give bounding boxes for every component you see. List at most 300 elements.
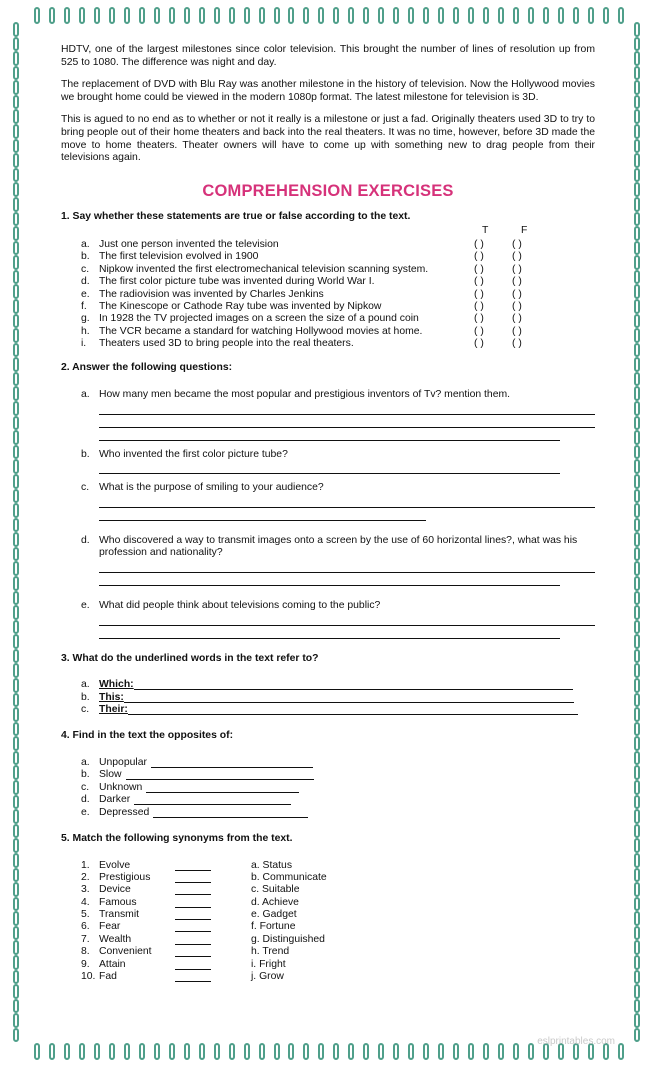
- chain-link: [13, 853, 19, 868]
- chain-link: [13, 693, 19, 708]
- true-choice[interactable]: ( ): [474, 238, 484, 250]
- chain-link: [634, 634, 640, 649]
- chain-link: [139, 1043, 145, 1060]
- statement-text: Just one person invented the television: [99, 238, 279, 250]
- chain-link: [13, 416, 19, 431]
- answer-blank[interactable]: [175, 860, 211, 871]
- statement-row: [81, 313, 595, 325]
- true-choice[interactable]: ( ): [474, 251, 484, 263]
- answer-line[interactable]: [99, 626, 560, 639]
- chain-link: [13, 328, 19, 343]
- chain-link: [13, 1028, 19, 1043]
- chain-link: [453, 1043, 459, 1060]
- chain-link: [634, 620, 640, 635]
- chain-link: [13, 780, 19, 795]
- question-body: [99, 449, 595, 475]
- chain-link: [34, 7, 40, 24]
- chain-link: [13, 547, 19, 562]
- chain-link: [634, 795, 640, 810]
- chain-link: [13, 153, 19, 168]
- chain-link: [13, 459, 19, 474]
- chain-link: [13, 882, 19, 897]
- chain-link: [634, 868, 640, 883]
- chain-link: [634, 503, 640, 518]
- chain-link: [363, 7, 369, 24]
- chain-link: [274, 1043, 280, 1060]
- chain-link: [318, 7, 324, 24]
- chain-link: [13, 897, 19, 912]
- chain-link: [634, 707, 640, 722]
- chain-link: [634, 139, 640, 154]
- chain-link: [634, 226, 640, 241]
- chain-link: [634, 109, 640, 124]
- chain-link: [634, 532, 640, 547]
- question-3-heading: 3. What do the underlined words in the text refer to?: [61, 652, 319, 664]
- statement-text: The first television evolved in 1900: [99, 251, 259, 263]
- item-marker: d.: [81, 794, 90, 806]
- answer-blank[interactable]: [175, 872, 211, 883]
- question-body: [99, 535, 595, 586]
- statement-text: In 1928 the TV projected images on a screen the size of a pound coin: [99, 313, 419, 325]
- chain-link: [634, 445, 640, 460]
- chain-link: [229, 1043, 235, 1060]
- synonym-match: h. Trend: [251, 946, 290, 958]
- chain-link: [259, 1043, 265, 1060]
- chain-link: [109, 1043, 115, 1060]
- chain-link: [13, 736, 19, 751]
- chain-link: [13, 970, 19, 985]
- answer-blank[interactable]: [175, 971, 211, 982]
- chain-link: [13, 139, 19, 154]
- synonym-word: Fad: [99, 971, 117, 983]
- chain-link: [634, 824, 640, 839]
- answer-line[interactable]: [126, 769, 314, 780]
- chain-link: [634, 255, 640, 270]
- answer-blank[interactable]: [175, 946, 211, 957]
- chain-link: [288, 1043, 294, 1060]
- chain-link: [13, 343, 19, 358]
- statement-row: [81, 289, 595, 301]
- synonym-word: Convenient: [99, 946, 152, 958]
- chain-link: [13, 518, 19, 533]
- true-label: T: [482, 224, 489, 236]
- item-marker: i.: [81, 338, 87, 350]
- synonym-row: [81, 884, 595, 896]
- item-number: 1.: [81, 859, 90, 871]
- chain-link: [13, 241, 19, 256]
- watermark: eslprintables.com: [537, 1036, 615, 1047]
- underlined-word: Their:: [99, 703, 128, 715]
- chain-link: [49, 1043, 55, 1060]
- answer-line[interactable]: [99, 573, 560, 586]
- answer-line[interactable]: [99, 508, 426, 521]
- chain-link: [634, 576, 640, 591]
- synonym-word: Device: [99, 884, 131, 896]
- synonym-word: Fear: [99, 921, 121, 933]
- chain-link: [124, 1043, 130, 1060]
- chain-link: [634, 722, 640, 737]
- answer-line[interactable]: [134, 794, 291, 805]
- chain-link: [528, 1043, 534, 1060]
- item-number: 7.: [81, 933, 90, 945]
- true-choice[interactable]: ( ): [474, 300, 484, 312]
- true-choice[interactable]: ( ): [474, 313, 484, 325]
- chain-link: [13, 474, 19, 489]
- chain-link: [13, 270, 19, 285]
- true-false-list: [81, 239, 595, 351]
- chain-link: [483, 1043, 489, 1060]
- true-choice[interactable]: ( ): [474, 263, 484, 275]
- chain-link: [154, 1043, 160, 1060]
- item-number: 10.: [81, 971, 96, 983]
- chain-link: [199, 1043, 205, 1060]
- answer-blank[interactable]: [175, 959, 211, 970]
- chain-link: [634, 197, 640, 212]
- chain-link: [634, 328, 640, 343]
- item-marker: a.: [81, 679, 90, 691]
- chain-link: [13, 109, 19, 124]
- chain-link: [634, 736, 640, 751]
- question-5-heading: 5. Match the following synonyms from the text.: [61, 832, 293, 844]
- opposite-word: Slow: [99, 769, 122, 781]
- underlined-word: Which:: [99, 679, 134, 691]
- answer-line[interactable]: [99, 428, 560, 441]
- chain-link: [498, 1043, 504, 1060]
- true-choice[interactable]: ( ): [474, 325, 484, 337]
- question-body: [99, 389, 595, 441]
- chain-link: [13, 838, 19, 853]
- question-text: What is the purpose of smiling to your audience?: [99, 482, 324, 494]
- answer-line[interactable]: [128, 704, 578, 715]
- chain-link: [634, 284, 640, 299]
- chain-link: [13, 197, 19, 212]
- chain-link: [13, 386, 19, 401]
- chain-link: [634, 357, 640, 372]
- answer-line[interactable]: [99, 613, 595, 626]
- opposite-word: Unknown: [99, 781, 143, 793]
- chain-link: [13, 80, 19, 95]
- statement-text: Nipkow invented the first electromechanical television scanning system.: [99, 263, 429, 275]
- question-text: Who invented the first color picture tube?: [99, 448, 288, 460]
- chain-link: [558, 7, 564, 24]
- chain-link: [13, 430, 19, 445]
- chain-link: [634, 605, 640, 620]
- chain-link: [169, 1043, 175, 1060]
- chain-link: [13, 489, 19, 504]
- chain-link: [634, 1013, 640, 1028]
- chain-link: [528, 7, 534, 24]
- chain-link: [573, 7, 579, 24]
- chain-link: [513, 7, 519, 24]
- open-question: [81, 449, 595, 475]
- chain-link: [393, 7, 399, 24]
- chain-link: [13, 605, 19, 620]
- chain-link: [13, 634, 19, 649]
- chain-link: [618, 7, 624, 24]
- true-choice[interactable]: ( ): [474, 338, 484, 350]
- chain-link: [423, 7, 429, 24]
- false-choice[interactable]: ( ): [512, 313, 522, 325]
- chain-link: [603, 7, 609, 24]
- synonym-row: [81, 934, 595, 946]
- reading-paragraph: HDTV, one of the largest milestones since color television. This brought the number of lines of resolution up from 525 to 1080. The difference was night and day.: [61, 44, 595, 68]
- chain-link: [333, 1043, 339, 1060]
- chain-link: [13, 999, 19, 1014]
- chain-link: [634, 51, 640, 66]
- chain-link: [348, 7, 354, 24]
- chain-link: [634, 853, 640, 868]
- chain-link: [13, 255, 19, 270]
- false-choice[interactable]: ( ): [512, 238, 522, 250]
- chain-link: [634, 489, 640, 504]
- answer-line[interactable]: [146, 782, 299, 793]
- chain-link: [634, 940, 640, 955]
- chain-link: [318, 1043, 324, 1060]
- chain-link: [244, 1043, 250, 1060]
- false-choice[interactable]: ( ): [512, 300, 522, 312]
- reference-row: [81, 692, 595, 704]
- chain-link: [378, 7, 384, 24]
- answer-line[interactable]: [151, 757, 313, 768]
- chain-link: [244, 7, 250, 24]
- border-top: [34, 4, 624, 26]
- synonym-match: b. Communicate: [251, 871, 327, 883]
- chain-link: [634, 270, 640, 285]
- answer-blank[interactable]: [175, 934, 211, 945]
- chain-link: [634, 401, 640, 416]
- chain-link: [13, 284, 19, 299]
- item-marker: e.: [81, 600, 90, 612]
- chain-link: [154, 7, 160, 24]
- answer-line[interactable]: [134, 679, 573, 690]
- item-marker: d.: [81, 534, 90, 546]
- answer-blank[interactable]: [175, 884, 211, 895]
- chain-link: [13, 212, 19, 227]
- chain-link: [13, 751, 19, 766]
- chain-link: [634, 911, 640, 926]
- synonym-row: [81, 897, 595, 909]
- chain-link: [13, 372, 19, 387]
- opposite-word: Unpopular: [99, 756, 147, 768]
- item-marker: f.: [81, 300, 87, 312]
- chain-link: [363, 1043, 369, 1060]
- statement-row: [81, 264, 595, 276]
- false-choice[interactable]: ( ): [512, 263, 522, 275]
- chain-link: [634, 780, 640, 795]
- synonym-match: c. Suitable: [251, 884, 300, 896]
- synonym-match: j. Grow: [251, 971, 284, 983]
- chain-link: [634, 561, 640, 576]
- answer-blank[interactable]: [175, 921, 211, 932]
- true-choice[interactable]: ( ): [474, 276, 484, 288]
- chain-link: [634, 66, 640, 81]
- item-number: 5.: [81, 909, 90, 921]
- chain-link: [229, 7, 235, 24]
- chain-link: [634, 430, 640, 445]
- chain-link: [13, 1013, 19, 1028]
- answer-line[interactable]: [124, 692, 574, 703]
- chain-link: [634, 649, 640, 664]
- answer-line[interactable]: [99, 402, 595, 415]
- chain-link: [13, 124, 19, 139]
- open-question: [81, 600, 595, 639]
- question-body: [99, 600, 595, 639]
- false-choice[interactable]: ( ): [512, 288, 522, 300]
- answer-line[interactable]: [99, 495, 595, 508]
- chain-link: [634, 212, 640, 227]
- statement-row: [81, 251, 595, 263]
- synonym-match: e. Gadget: [251, 909, 297, 921]
- synonym-row: [81, 946, 595, 958]
- chain-link: [634, 95, 640, 110]
- item-marker: a.: [81, 756, 90, 768]
- chain-link: [13, 401, 19, 416]
- chain-link: [169, 7, 175, 24]
- item-marker: a.: [81, 389, 90, 401]
- page-title: COMPREHENSION EXERCISES: [202, 181, 454, 200]
- chain-link: [634, 984, 640, 999]
- question-4-heading: 4. Find in the text the opposites of:: [61, 730, 234, 742]
- true-false-header: [61, 224, 595, 236]
- chain-link: [64, 1043, 70, 1060]
- synonym-match: g. Distinguished: [251, 933, 325, 945]
- chain-link: [13, 357, 19, 372]
- chain-link: [634, 241, 640, 256]
- chain-link: [634, 299, 640, 314]
- chain-link: [13, 707, 19, 722]
- border-right: [627, 22, 647, 1042]
- worksheet-content: [61, 44, 595, 983]
- chain-link: [13, 576, 19, 591]
- chain-link: [13, 22, 19, 37]
- chain-link: [214, 1043, 220, 1060]
- synonym-word: Evolve: [99, 859, 131, 871]
- chain-link: [13, 678, 19, 693]
- chain-link: [618, 1043, 624, 1060]
- chain-link: [79, 7, 85, 24]
- item-marker: e.: [81, 806, 90, 818]
- chain-link: [423, 1043, 429, 1060]
- chain-link: [13, 940, 19, 955]
- chain-link: [588, 7, 594, 24]
- chain-link: [393, 1043, 399, 1060]
- chain-link: [13, 926, 19, 941]
- open-question: [81, 535, 595, 586]
- item-marker: g.: [81, 313, 90, 325]
- statement-row: [81, 239, 595, 251]
- item-marker: b.: [81, 448, 90, 460]
- chain-link: [13, 66, 19, 81]
- chain-link: [543, 7, 549, 24]
- false-choice[interactable]: ( ): [512, 276, 522, 288]
- statement-text: The VCR became a standard for watching Hollywood movies at home.: [99, 325, 423, 337]
- chain-link: [13, 95, 19, 110]
- chain-link: [214, 7, 220, 24]
- chain-link: [634, 343, 640, 358]
- statement-row: [81, 326, 595, 338]
- chain-link: [634, 693, 640, 708]
- chain-link: [498, 7, 504, 24]
- synonyms-list: [81, 860, 595, 984]
- false-choice[interactable]: ( ): [512, 338, 522, 350]
- answer-line[interactable]: [153, 807, 308, 818]
- chain-link: [13, 503, 19, 518]
- chain-link: [634, 678, 640, 693]
- chain-link: [634, 22, 640, 37]
- chain-link: [634, 999, 640, 1014]
- item-number: 8.: [81, 946, 90, 958]
- chain-link: [13, 445, 19, 460]
- synonym-row: [81, 921, 595, 933]
- synonym-match: f. Fortune: [251, 921, 296, 933]
- opposite-word: Darker: [99, 794, 131, 806]
- chain-link: [438, 1043, 444, 1060]
- chain-link: [634, 372, 640, 387]
- synonym-row: [81, 909, 595, 921]
- chain-link: [94, 7, 100, 24]
- synonym-row: [81, 860, 595, 872]
- chain-link: [13, 532, 19, 547]
- chain-link: [13, 168, 19, 183]
- chain-link: [453, 7, 459, 24]
- reference-row: [81, 704, 595, 716]
- opposite-row: [81, 782, 595, 794]
- statement-text: Theaters used 3D to bring people into the real theaters.: [99, 338, 354, 350]
- chain-link: [634, 547, 640, 562]
- question-text: What did people think about televisions coming to the public?: [99, 600, 381, 612]
- open-question: [81, 482, 595, 521]
- chain-link: [634, 153, 640, 168]
- chain-link: [13, 868, 19, 883]
- synonym-word: Wealth: [99, 933, 132, 945]
- answer-blank[interactable]: [175, 909, 211, 920]
- false-choice[interactable]: ( ): [512, 251, 522, 263]
- chain-link: [634, 386, 640, 401]
- opposite-row: [81, 794, 595, 806]
- answer-line[interactable]: [99, 415, 595, 428]
- chain-link: [13, 722, 19, 737]
- chain-link: [13, 663, 19, 678]
- answer-line[interactable]: [99, 461, 560, 474]
- chain-link: [303, 1043, 309, 1060]
- statement-row: [81, 276, 595, 288]
- chain-link: [13, 37, 19, 52]
- chain-link: [634, 970, 640, 985]
- item-number: 6.: [81, 921, 90, 933]
- false-choice[interactable]: ( ): [512, 325, 522, 337]
- chain-link: [13, 955, 19, 970]
- chain-link: [274, 7, 280, 24]
- chain-link: [634, 1028, 640, 1043]
- true-choice[interactable]: ( ): [474, 288, 484, 300]
- answer-blank[interactable]: [175, 897, 211, 908]
- chain-link: [634, 37, 640, 52]
- chain-link: [634, 663, 640, 678]
- item-number: 4.: [81, 896, 90, 908]
- item-number: 2.: [81, 871, 90, 883]
- chain-link: [184, 7, 190, 24]
- chain-link: [34, 1043, 40, 1060]
- chain-link: [13, 795, 19, 810]
- chain-link: [408, 7, 414, 24]
- chain-link: [348, 1043, 354, 1060]
- opposites-list: [81, 757, 595, 819]
- answer-line[interactable]: [99, 560, 595, 573]
- opposite-row: [81, 757, 595, 769]
- synonym-word: Transmit: [99, 909, 140, 921]
- item-marker: c.: [81, 482, 90, 494]
- chain-link: [13, 591, 19, 606]
